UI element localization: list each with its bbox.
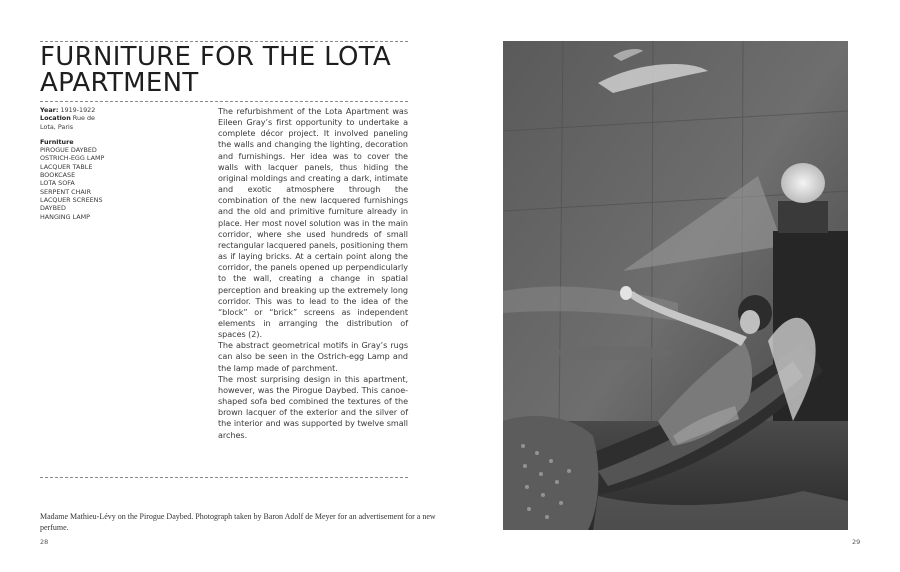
furniture-item: SERPENT CHAIR <box>40 187 92 196</box>
article-body <box>218 106 408 441</box>
furniture-label: Furniture <box>40 137 74 146</box>
figure-face <box>740 310 760 334</box>
furniture-item: OSTRICH-EGG LAMP <box>40 154 105 163</box>
location-row <box>40 114 110 131</box>
body-paragraph-2: The abstract geometrical motifs in Gray’s rugs can also be seen in the Ostrich-egg Lamp and the lamp made of parchment. <box>218 340 408 373</box>
body-paragraph-1: The refurbishment of the Lota Apartment was Eileen Gray’s first opportunity to undertake a complete décor project. It involved paneling the walls and changing the lighting, decoration and furnishings. Her idea was to cover the walls with lacquer panels, thus hiding the original moldings and creating a dark, intimate and exotic atmosphere through the combination of the new lacquered furnishings and the old and primitive furniture already in place. Her most novel solution was in the main corridor, where she used hundreds of small rectangular lacquered panels, positioning them as if laying bricks. At a certain point along the corridor, the panels opened up perpendicularly to the wall, creating a change in spatial perception and breaking up the extremely long corridor. This was to lead to the idea of the “block” or “brick” screens as independent elements in arranging the distribution of spaces (2). <box>218 106 408 340</box>
title-dashed-rule <box>40 101 408 102</box>
furniture-item: PIROGUE DAYBED <box>40 146 97 155</box>
project-info-sidebar <box>40 106 210 221</box>
year-value: 1919-1922 <box>60 106 96 114</box>
furniture-item: DAYBED <box>40 204 66 213</box>
archival-photograph <box>503 41 848 530</box>
furniture-item: LOTA SOFA <box>40 179 75 188</box>
title-line-1: FURNITURE FOR THE LOTA <box>40 42 391 72</box>
furniture-item: HANGING LAMP <box>40 212 91 221</box>
patterned-throw <box>503 416 598 530</box>
page-number-right: 29 <box>852 538 861 546</box>
photograph-illustration <box>503 41 848 530</box>
body-paragraph-3: The most surprising design in this apartment, however, was the Pirogue Daybed. This canoe-shaped sofa bed combined the textures of the brown lacquer of the exterior and the silver of the interior and was supported by twelve small arches. <box>218 373 408 440</box>
ostrich-egg-lamp <box>781 163 825 203</box>
title-line-2: APARTMENT <box>40 68 199 98</box>
year-row <box>40 106 210 114</box>
photo-caption: Madame Mathieu-Lévy on the Pirogue Daybed. Photograph taken by Baron Adolf de Meyer for an advertisement for a new perfume. <box>40 512 436 532</box>
page-number-left: 28 <box>40 538 49 546</box>
location-value: Rue de Lota, Paris <box>40 114 95 131</box>
furniture-list <box>40 146 210 221</box>
furniture-item: BOOKCASE <box>40 171 76 180</box>
wall-oval-shadow <box>553 346 673 360</box>
furniture-item: LACQUER SCREENS <box>40 195 103 204</box>
page-title <box>40 44 408 96</box>
location-label: Location <box>40 114 71 123</box>
bottom-dashed-rule <box>40 477 408 478</box>
year-label: Year: <box>40 106 59 114</box>
furniture-item: LACQUER TABLE <box>40 162 93 171</box>
